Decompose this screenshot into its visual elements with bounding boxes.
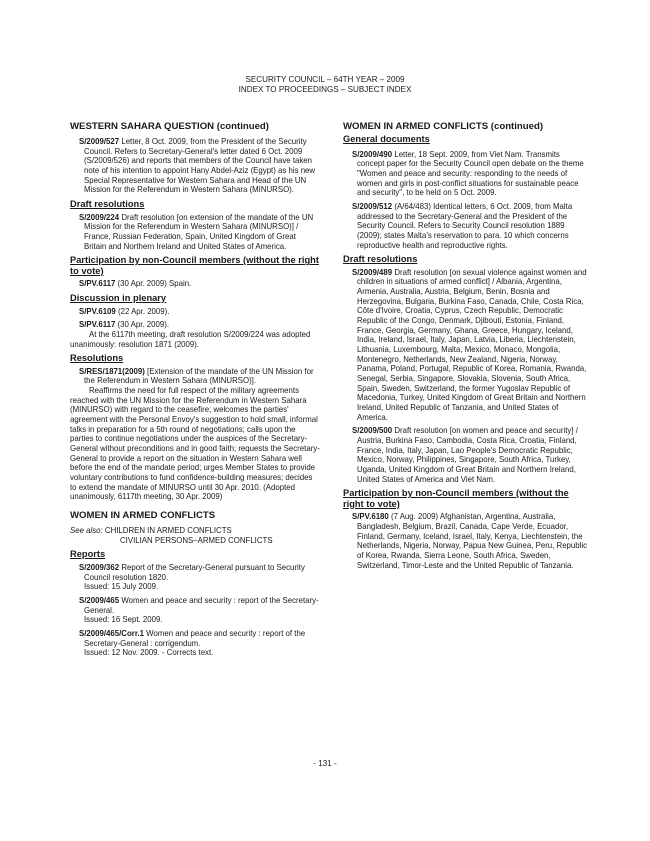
document-symbol: S/PV.6180 bbox=[352, 512, 389, 522]
index-entry bbox=[343, 202, 588, 250]
entry-text: Draft resolution [on women and peace and security] / Austria, Burkina Faso, Cambodia, Costa Rica, Croatia, Finland, France, India, Italy, Japan, Lao People's Democratic Republic, Mexico, Norway, Philippines, Singapore, South Africa, Turkey, Uganda, United Kingdom of Great Britain and Northern Ireland, United States of America and Viet Nam. bbox=[357, 426, 578, 484]
document-symbol: S/2009/465 bbox=[79, 595, 120, 605]
document-symbol: S/2009/465/Corr.1 bbox=[79, 628, 144, 638]
document-symbol: S/PV.6109 bbox=[79, 306, 116, 316]
running-header-line2: INDEX TO PROCEEDINGS – SUBJECT INDEX bbox=[238, 85, 412, 94]
entry-text: Draft resolution [on sexual violence against women and children in situations of armed conflict] / Albania, Argentina, Armenia, Australia, Austria, Belgium, Benin, Bosnia and Herzegovina, Bulgaria, Burkina Faso, Canada, Chile, Costa Rica, Côte d'Ivoire, Croatia, Cyprus, Czech Republic, Democratic Republic of the Congo, Denmark, Djibouti, Estonia, Finland, France, Georgia, Germany, Ghana, Greece, Hungary, Iceland, India, Ireland, Israel, Italy, Japan, Latvia, Liberia, Liechtenstein, Lithuania, Luxembourg, Malta, Mexico, Monaco, Mongolia, Montenegro, Netherlands, New Zealand, Nigeria, Norway, Panama, Poland, Portugal, Republic of Korea, Romania, Rwanda, Senegal, Serbia, Singapore, Slovakia, Slovenia, South Africa, Spain, Sweden, Switzerland, the former Yugoslav Republic of Macedonia, Turkey, United Kingdom of Great Britain and Northern Ireland, United Republic of Tanzania, and United States of America. bbox=[357, 267, 587, 422]
index-entry bbox=[70, 596, 320, 615]
left-column bbox=[70, 121, 320, 658]
section-heading-women: WOMEN IN ARMED CONFLICTS bbox=[70, 510, 216, 521]
resolution-summary: Reaffirms the need for full respect of the military agreements reached with the UN Mission for the Referendum in Western Sahara (MINURSO) with regard to the ceasefire; welcomes the parties' agreement with the Personal Envoy's suggestion to hold small, informal talks in preparation for a 5th round of negotiations; calls upon the parties to continue negotiations under the auspices of the Secretary-General without preconditions and in good faith; requests the Secretary-General to provide a report on the situation in Western Sahara well before the end of the mandate period; urges Member States to provide voluntary contributions to fund confidence-building measures; decides to extend the mandate of MINURSO until 30 Apr. 2010. (Adopted unanimously, 6117th meeting, 30 Apr. 2009) bbox=[70, 386, 320, 502]
index-entry bbox=[343, 512, 588, 570]
see-also-label: See also: bbox=[70, 526, 103, 535]
see-also bbox=[70, 526, 320, 536]
index-entry bbox=[70, 213, 320, 252]
index-entry bbox=[70, 137, 320, 195]
subheading-participation: Participation by non-Council members (without the right to vote) bbox=[343, 488, 569, 509]
entry-text: (30 Apr. 2009) Spain. bbox=[117, 279, 192, 289]
index-entry bbox=[70, 563, 320, 582]
index-entry bbox=[343, 426, 588, 484]
entry-text: Women and peace and security : report of the Secretary-General : corrigendum. bbox=[84, 628, 306, 648]
page-number: - 131 - bbox=[313, 759, 337, 768]
document-symbol: S/2009/489 bbox=[352, 267, 393, 277]
right-column bbox=[343, 121, 588, 574]
see-also-ref: CIVILIAN PERSONS–ARMED CONFLICTS bbox=[120, 535, 273, 545]
subheading-reports: Reports bbox=[70, 549, 106, 560]
document-symbol: S/2009/362 bbox=[79, 562, 120, 572]
subheading-participation: Participation by non-Council members (without the right to vote) bbox=[70, 255, 319, 276]
entry-text: (30 Apr. 2009). bbox=[117, 320, 170, 330]
entry-note: At the 6117th meeting, draft resolution S/2009/224 was adopted unanimously: resolution 1871 (2009). bbox=[70, 329, 311, 349]
subheading-discussion: Discussion in plenary bbox=[70, 293, 167, 303]
document-symbol: S/2009/512 bbox=[352, 201, 393, 211]
index-entry bbox=[70, 367, 320, 386]
issued-date: Issued: 15 July 2009. bbox=[84, 582, 159, 592]
section-heading-western-sahara: WESTERN SAHARA QUESTION (continued) bbox=[70, 121, 269, 132]
issued-date: Issued: 12 Nov. 2009. - Corrects text. bbox=[84, 648, 214, 658]
document-symbol: S/2009/224 bbox=[79, 212, 120, 222]
document-symbol: S/2009/527 bbox=[79, 137, 120, 146]
index-entry bbox=[70, 307, 320, 317]
index-entry bbox=[343, 150, 588, 198]
entry-text: (7 Aug. 2009) Afghanistan, Argentina, Australia, Bangladesh, Belgium, Brazil, Canada, Cape Verde, Ecuador, Finland, Germany, Iceland, Israel, Italy, Kenya, Liechtenstein, the Netherlands, Nigeria, Norway, Papua New Guinea, Peru, Republic of Korea, Rwanda, Sierra Leone, South Africa, Sweden, Switzerland, Timor-Leste and the United Republic of Tanzania. bbox=[357, 512, 588, 570]
entry-text: Women and peace and security : report of the Secretary-General. bbox=[84, 595, 319, 615]
index-entry bbox=[70, 279, 320, 289]
issued-date: Issued: 16 Sept. 2009. bbox=[84, 615, 163, 625]
entry-text: Draft resolution [on extension of the mandate of the UN Mission for the Referendum in Western Sahara (MINURSO)] / France, Russian Federation, Spain, United Kingdom of Great Britain and Northern Ireland and United States of America. bbox=[84, 212, 314, 251]
entry-text: Report of the Secretary-General pursuant to Security Council resolution 1820. bbox=[84, 562, 305, 582]
entry-text: (22 Apr. 2009). bbox=[117, 306, 170, 316]
section-heading-women-continued: WOMEN IN ARMED CONFLICTS (continued) bbox=[343, 121, 544, 132]
document-symbol: S/RES/1871(2009) bbox=[79, 366, 145, 376]
entry-text: Letter, 8 Oct. 2009, from the President of the Security Council. Refers to Secretary-General's letter dated 6 Oct. 2009 (S/2009/526) and reports that members of the Council have taken note of his intention to appoint Hany Abdel-Aziz (Egypt) as his new Special Representative for Western Sahara and Head of the UN Mission for the Referendum in Western Sahara (MINURSO). bbox=[84, 137, 316, 195]
document-symbol: S/PV.6117 bbox=[79, 279, 116, 289]
index-entry bbox=[343, 268, 588, 423]
document-symbol: S/PV.6117 bbox=[79, 320, 116, 330]
entry-text: (A/64/483) Identical letters, 6 Oct. 2009, from Malta addressed to the Secretary-General and the President of the Security Council. Refers to Security Council resolution 1889 (2009); states Malta's reservation to para. 10 which concerns reproductive health and reproductive rights. bbox=[357, 201, 573, 250]
see-also-ref: CHILDREN IN ARMED CONFLICTS bbox=[104, 526, 232, 535]
index-entry bbox=[70, 629, 320, 648]
subheading-draft-resolutions: Draft resolutions bbox=[70, 198, 145, 209]
subheading-resolutions: Resolutions bbox=[70, 353, 124, 364]
subheading-draft-resolutions: Draft resolutions bbox=[343, 254, 418, 265]
entry-text: [Extension of the mandate of the UN Mission for the Referendum in Western Sahara (MINURSO)]. bbox=[84, 366, 314, 386]
document-symbol: S/2009/490 bbox=[352, 149, 393, 159]
index-entry bbox=[70, 320, 320, 330]
subheading-general-documents: General documents bbox=[343, 134, 430, 144]
entry-text: Letter, 18 Sept. 2009, from Viet Nam. Transmits concept paper for the Security Council open debate on the theme "Women and peace and security: responding to the needs of women and girls in post-conflict situations for sustainable peace and security", to be held on 5 Oct. 2009. bbox=[357, 149, 584, 198]
document-symbol: S/2009/500 bbox=[352, 426, 393, 436]
running-header-line1: SECURITY COUNCIL – 64TH YEAR – 2009 bbox=[245, 75, 405, 84]
